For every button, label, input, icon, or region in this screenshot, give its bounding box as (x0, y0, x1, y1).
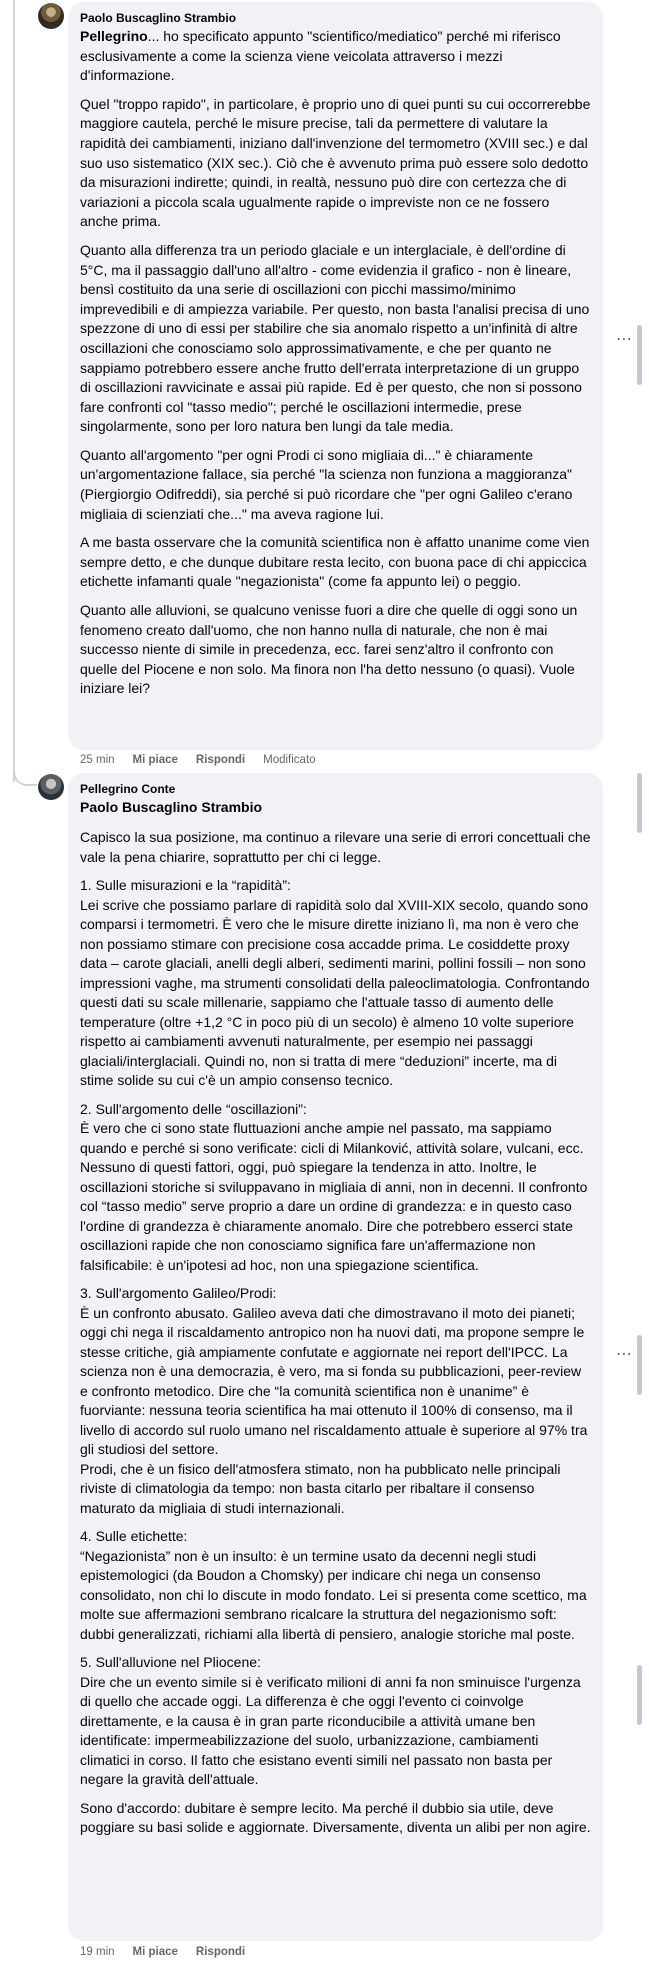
comment-paragraph: Quanto alle alluvioni, se qualcuno venisse fuori a dire che quelle di oggi sono un fenomeno creato dall'uomo, che non hanno nulla di naturale, che non è mai successo niente di simile in precedenza, ecc. farei senz'altro il confronto con quelle del Piocene e non solo. Ma finora non l'ha detto nessuno (o quasi). Vuole iniziare lei? (80, 602, 578, 697)
avatar[interactable] (38, 774, 64, 800)
comment-paragraph: Quel "troppo rapido", in particolare, è proprio uno di quei punti su cui occorrerebbe maggiore cautela, perché le misure precise, tali da permettere di valutare la rapidità dei cambiamenti, iniziano dall'invenzione del termometro (XVIII sec.) e dal suo uso sistematico (XIX sec.). Ciò che è avvenuto prima può essere solo dedotto da misurazioni indirette; quindi, in realtà, nessuno può dire con certezza che di variazioni a piccola scala ugualmente rapide o impreviste non ce ne fossero anche prima. (80, 95, 591, 230)
comment-paragraph: Capisco la sua posizione, ma continuo a rilevare una serie di errori concettuali che vale la pena chiarire, soprattutto per chi ci legge. (80, 829, 591, 865)
comment-paragraph: A me basta osservare che la comunità scientifica non è affatto unanime come vien sempre detto, e che dunque dubitare resta lecito, con buona pace di chi appiccica etichette infamanti quale "negazionista" (come fa appunto lei) o peggio. (80, 534, 590, 590)
mention-link[interactable]: Paolo Buscaglino Strambio (80, 799, 263, 815)
comment-author[interactable]: Pellegrino Conte (80, 782, 176, 796)
scrollbar-thumb[interactable] (637, 1665, 642, 1725)
like-button[interactable]: Mi piace (132, 754, 178, 766)
comment-actions (80, 1946, 245, 1958)
comment-paragraph: 1. Sulle misurazioni e la “rapidità”: Lei scrive che possiamo parlare di rapidità solo dal XVIII-XIX secolo, quando sono comparsi i termometri. È vero che le misure dirette iniziano lì, ma non è vero che non possiamo stimare con precisione cosa accadde prima. Le cosiddette proxy data – carote glaciali, anelli degli alberi, sedimenti marini, pollini fossili – non sono impressioni vaghe, ma strumenti consolidati della paleoclimatologia. Confrontando questi dati su scale millenarie, sappiamo che l'attuale tasso di aumento delle temperature (oltre +1,2 °C in poco più di un secolo) è almeno 10 volte superiore rispetto ai cambiamenti avvenuti naturalmente, per esempio nei passaggi glaciali/interglaciali. Quindi no, non si tratta di mere “deduzioni” incerte, ma di stime solide su cui c'è un ampio consenso tecnico. (80, 877, 590, 1088)
comment-timestamp[interactable]: 25 min (80, 754, 115, 766)
more-options-icon[interactable]: ⋯ (616, 1346, 633, 1363)
comment-paragraph: 4. Sulle etichette: “Negazionista” non è un insulto: è un termine usato da decenni negli studi epistemologici (da Boudon a Chomsky) per indicare chi nega un consenso consolidato, non chi lo discute in modo fondato. Lei si presenta come scettico, ma molte sue affermazioni sembrano ricalcare la struttura del negazionismo soft: dubbi generalizzati, richiami alla libertà di pensiero, analogie storiche mal poste. (80, 1528, 587, 1642)
thread-connector (13, 766, 37, 786)
edited-label: Modificato (263, 754, 316, 766)
scrollbar-thumb[interactable] (637, 325, 642, 385)
comment-bubble (68, 773, 603, 1941)
comment-timestamp[interactable]: 19 min (80, 1946, 115, 1958)
comment-bubble (68, 2, 603, 750)
comment-paragraph: 5. Sull'alluvione nel Pliocene: Dire che un evento simile si è verificato milioni di anni fa non sminuisce l'urgenza di quello che accade oggi. La differenza è che oggi l'evento ci coinvolge direttamente, e la causa è in gran parte riconducibile a attività umane ben identificate: impermeabilizzazione del suolo, urbanizzazione, cambiamenti climatici in corso. Il fatto che esistano eventi simili nel passato non basta per negare la gravità dell'attuale. (80, 1654, 581, 1787)
avatar[interactable] (38, 3, 64, 29)
comment-paragraph: 2. Sull'argomento delle “oscillazioni”: È vero che ci sono state fluttuazioni anche ampie nel passato, ma sappiamo quando e perché si sono verificate: cicli di Milanković, attività solare, vulcani, ecc. Nessuno di questi fattori, oggi, può spiegare la tendenza in atto. Inoltre, le oscillazioni storiche si sviluppavano in migliaia di anni, non in decenni. Il confronto col “tasso medio” serve proprio a dare un ordine di grandezza: e in questo caso l'ordine di grandezza è chiaramente anomalo. Dire che potrebbero esserci state oscillazioni rapide che non conosciamo significa fare un'affermazione non falsificabile: è un'ipotesi ad hoc, non una spiegazione scientifica. (80, 1100, 588, 1273)
thread-line (13, 0, 15, 782)
comment-actions (80, 754, 316, 766)
reply-button[interactable]: Rispondi (195, 1946, 246, 1958)
comment-paragraph: Quanto all'argomento "per ogni Prodi ci sono migliaia di..." è chiaramente un'argomentazione fallace, sia perché "la scienza non funziona a maggioranza" (Piergiorgio Odifreddi), sia perché si può ricordare che "per ogni Galileo c'erano migliaia di scienziati che..." ma aveva ragione lui. (80, 446, 573, 522)
comment-author[interactable]: Paolo Buscaglino Strambio (80, 11, 237, 25)
like-button[interactable]: Mi piace (132, 1946, 178, 1958)
mention-link[interactable]: Pellegrino (80, 28, 148, 44)
scrollbar-thumb[interactable] (637, 1335, 642, 1395)
comment-paragraph: Pellegrino... ho specificato appunto "scientifico/mediatico" perché mi riferisco esclusivamente a come la scienza viene veicolata attraverso i mezzi d'informazione. (80, 28, 561, 84)
scrollbar-thumb[interactable] (637, 773, 642, 833)
comment-paragraph: 3. Sull'argomento Galileo/Prodi: È un confronto abusato. Galileo aveva dati che dimostravano il moto dei pianeti; oggi chi nega il riscaldamento antropico non ha nuovi dati, ma propone sempre le stesse critiche, già ampiamente confutate e aggiornate nei report dell'IPCC. La scienza non è una democrazia, è vero, ma si fonda su pubblicazioni, peer-review e confronto metodico. Dire che “la comunità scientifica non è unanime” è fuorviante: nessuna teoria scientifica ha mai ottenuto il 100% di consenso, ma il livello di accordo sul ruolo umano nel riscaldamento attuale è superiore al 97% tra gli studiosi del settore. Prodi, che è un fisico dell'atmosfera stimato, non ha pubblicato nelle principali riviste di climatologia da tempo: non basta citarlo per ribaltare il consenso maturato da migliaia di studi internazionali. (80, 1285, 588, 1516)
reply-button[interactable]: Rispondi (195, 754, 246, 766)
comment-paragraph: Quanto alla differenza tra un periodo glaciale e un interglaciale, è dell'ordine di 5°C, ma il passaggio dall'uno all'altro - come evidenzia il grafico - non è lineare, bensì costituito da una serie di oscillazioni con picchi massimo/minimo imprevedibili e di ampiezza variabile. Per questo, non basta l'analisi precisa di uno spezzone di uno di essi per stabilire che sia anomalo rispetto a un'infinità di altre oscillazioni che conosciamo solo approssimativamente, e che per quanto ne sappiamo potrebbero essere anche frutto dell'errata interpretazione di un gruppo di oscillazioni ravvicinate e assai più rapide. Ed è per questo, che non si possono fare confronti col "tasso medio"; perché le oscillazioni intermedie, prese singolarmente, sono per loro natura ben lungi da tale media. (80, 241, 590, 435)
more-options-icon[interactable]: ⋯ (616, 331, 633, 348)
comment-paragraph: Sono d'accordo: dubitare è sempre lecito. Ma perché il dubbio sia utile, deve poggiare su basi solide e aggiornate. Diversamente, diventa un alibi per non agire. (80, 1799, 591, 1835)
